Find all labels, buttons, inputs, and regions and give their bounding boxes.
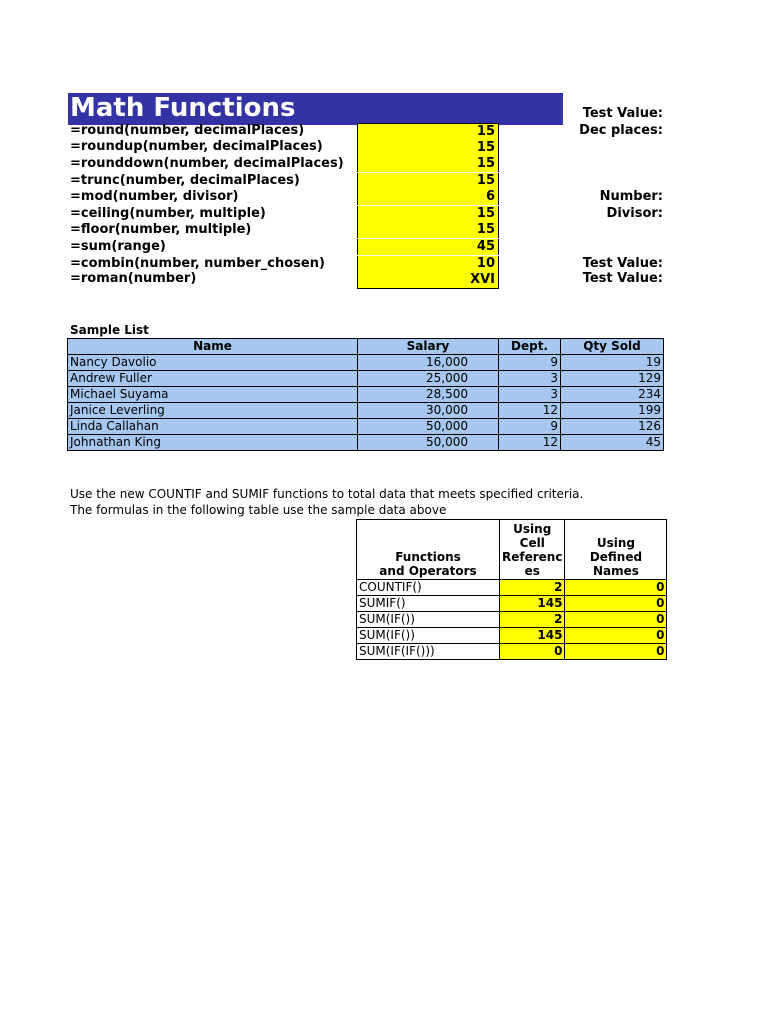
cell-qty-sold[interactable]: 199 (561, 403, 664, 419)
cell-function[interactable]: SUM(IF()) (357, 612, 500, 628)
table-row (357, 580, 667, 596)
label-divisor: Divisor: (606, 206, 663, 221)
result-combin[interactable]: 10 (357, 256, 499, 272)
result-trunc[interactable]: 15 (357, 173, 499, 189)
formula-round: =round(number, decimalPlaces) (70, 123, 305, 138)
sample-list-table (67, 338, 664, 451)
cell-function[interactable]: SUM(IF()) (357, 628, 500, 644)
cell-dept[interactable]: 3 (499, 371, 561, 387)
cell-dept[interactable]: 12 (499, 403, 561, 419)
result-roman[interactable]: XVI (357, 272, 499, 289)
cell-name[interactable]: Michael Suyama (68, 387, 358, 403)
cell-defined-result[interactable]: 0 (565, 628, 667, 644)
table-row (357, 612, 667, 628)
cell-dept[interactable]: 3 (499, 387, 561, 403)
table-row (68, 419, 664, 435)
result-sum[interactable]: 45 (357, 239, 499, 255)
cell-defined-result[interactable]: 0 (565, 644, 667, 660)
cell-function[interactable]: SUMIF() (357, 596, 500, 612)
col-header-name: Name (68, 339, 358, 355)
col-header-cellref-l1: Using (513, 522, 552, 536)
cell-function[interactable]: COUNTIF() (357, 580, 500, 596)
table-row (68, 371, 664, 387)
col-header-cellref-l2: Cell (519, 536, 545, 550)
cell-name[interactable]: Andrew Fuller (68, 371, 358, 387)
instruction-line-1: Use the new COUNTIF and SUMIF functions to total data that meets specified criteria. (70, 487, 584, 501)
cell-name[interactable]: Linda Callahan (68, 419, 358, 435)
result-mod[interactable]: 6 (357, 189, 499, 205)
cell-defined-result[interactable]: 0 (565, 596, 667, 612)
formula-ceiling: =ceiling(number, multiple) (70, 206, 266, 221)
cell-dept[interactable]: 9 (499, 355, 561, 371)
result-roundup[interactable]: 15 (357, 140, 499, 156)
label-test-value-1: Test Value: (582, 106, 663, 121)
col-header-dept: Dept. (499, 339, 561, 355)
cell-function[interactable]: SUM(IF(IF())) (357, 644, 500, 660)
table-row (68, 403, 664, 419)
col-header-defined-l1: Using (596, 536, 636, 550)
result-ceiling[interactable]: 15 (357, 206, 499, 222)
sample-list-title: Sample List (70, 323, 149, 337)
cell-dept[interactable]: 12 (499, 435, 561, 451)
formula-sum: =sum(range) (70, 239, 166, 254)
formula-roundup: =roundup(number, decimalPlaces) (70, 139, 323, 154)
cell-dept[interactable]: 9 (499, 419, 561, 435)
cell-salary[interactable]: 16,000 (358, 355, 499, 371)
col-header-functions (357, 520, 500, 580)
cell-salary[interactable]: 25,000 (358, 371, 499, 387)
cell-salary[interactable]: 50,000 (358, 419, 499, 435)
page-title: Math Functions (70, 93, 296, 123)
col-header-functions-l2: and Operators (379, 564, 477, 578)
cell-qty-sold[interactable]: 45 (561, 435, 664, 451)
cell-salary[interactable]: 50,000 (358, 435, 499, 451)
cell-defined-result[interactable]: 0 (565, 580, 667, 596)
cell-cellref-result[interactable]: 145 (500, 628, 565, 644)
col-header-cell-references (500, 520, 565, 580)
result-floor[interactable]: 15 (357, 222, 499, 238)
table-row (357, 628, 667, 644)
cell-qty-sold[interactable]: 126 (561, 419, 664, 435)
cell-defined-result[interactable]: 0 (565, 612, 667, 628)
cell-salary[interactable]: 30,000 (358, 403, 499, 419)
col-header-cellref-l3: Referenc (502, 550, 563, 564)
table-row (357, 644, 667, 660)
cell-qty-sold[interactable]: 129 (561, 371, 664, 387)
formula-mod: =mod(number, divisor) (70, 189, 239, 204)
label-test-value-3: Test Value: (582, 271, 663, 286)
cell-name[interactable]: Johnathan King (68, 435, 358, 451)
cell-qty-sold[interactable]: 234 (561, 387, 664, 403)
cell-name[interactable]: Nancy Davolio (68, 355, 358, 371)
table-row (68, 355, 664, 371)
result-rounddown[interactable]: 15 (357, 156, 499, 172)
table-row (68, 435, 664, 451)
label-test-value-2: Test Value: (582, 256, 663, 271)
cell-salary[interactable]: 28,500 (358, 387, 499, 403)
formula-combin: =combin(number, number_chosen) (70, 256, 325, 271)
col-header-defined-names (565, 520, 667, 580)
label-dec-places: Dec places: (579, 123, 663, 138)
cell-cellref-result[interactable]: 145 (500, 596, 565, 612)
col-header-defined-l2: Defined Names (589, 550, 643, 578)
label-number: Number: (599, 189, 663, 204)
criteria-table (356, 519, 667, 660)
col-header-functions-l1: Functions (395, 550, 461, 564)
cell-cellref-result[interactable]: 2 (500, 580, 565, 596)
cell-qty-sold[interactable]: 19 (561, 355, 664, 371)
formula-trunc: =trunc(number, decimalPlaces) (70, 173, 300, 188)
cell-name[interactable]: Janice Leverling (68, 403, 358, 419)
col-header-cellref-l4: es (524, 564, 540, 578)
table-row (68, 387, 664, 403)
col-header-qty-sold: Qty Sold (561, 339, 664, 355)
result-round[interactable]: 15 (357, 123, 499, 140)
cell-cellref-result[interactable]: 0 (500, 644, 565, 660)
formula-rounddown: =rounddown(number, decimalPlaces) (70, 156, 344, 171)
formula-floor: =floor(number, multiple) (70, 222, 252, 237)
cell-cellref-result[interactable]: 2 (500, 612, 565, 628)
col-header-salary: Salary (358, 339, 499, 355)
instruction-line-2: The formulas in the following table use the sample data above (70, 503, 447, 517)
formula-roman: =roman(number) (70, 271, 197, 286)
table-row (357, 596, 667, 612)
